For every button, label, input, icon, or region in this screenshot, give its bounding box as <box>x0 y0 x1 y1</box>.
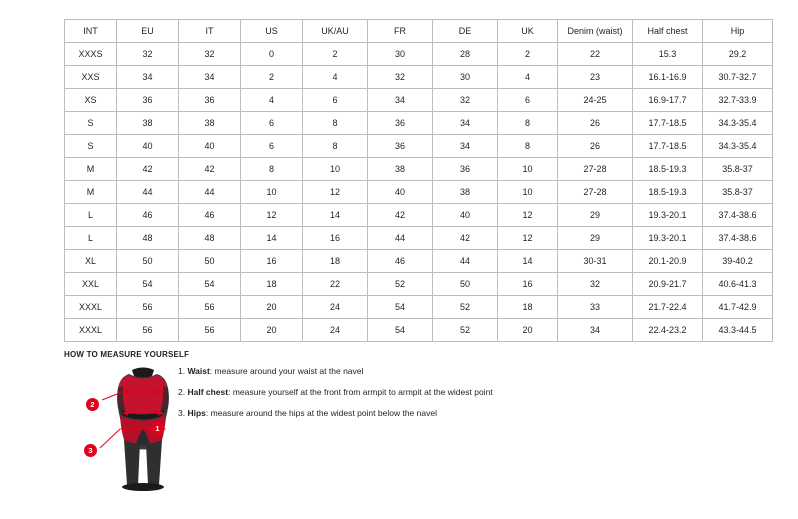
cell: 12 <box>498 227 558 250</box>
cell: L <box>65 204 117 227</box>
cell: 18 <box>241 273 303 296</box>
cell: 34 <box>179 66 241 89</box>
cell: 50 <box>433 273 498 296</box>
cell: 17.7-18.5 <box>633 135 703 158</box>
cell: 6 <box>241 112 303 135</box>
cell: 34 <box>558 319 633 342</box>
cell: 34 <box>433 135 498 158</box>
cell: 14 <box>241 227 303 250</box>
cell: 20.1-20.9 <box>633 250 703 273</box>
badge-hips: 3 <box>84 444 97 457</box>
cell: 19.3-20.1 <box>633 204 703 227</box>
cell: 34.3-35.4 <box>703 135 773 158</box>
instruction-text: : measure yourself at the front from armpit to armpit at the widest point <box>228 387 493 398</box>
cell: 16 <box>241 250 303 273</box>
cell: M <box>65 158 117 181</box>
cell: 34 <box>433 112 498 135</box>
instruction-number: 1. <box>178 366 186 376</box>
cell: 35.8-37 <box>703 181 773 204</box>
column-header: DE <box>433 20 498 43</box>
table-row <box>65 250 773 273</box>
instruction-number: 2. <box>178 387 186 398</box>
cell: 56 <box>179 296 241 319</box>
how-to-measure-title: HOW TO MEASURE YOURSELF <box>64 350 190 359</box>
column-header: EU <box>117 20 179 43</box>
cell: 42 <box>368 204 433 227</box>
column-header: FR <box>368 20 433 43</box>
cell: 12 <box>498 204 558 227</box>
cell: 23 <box>558 66 633 89</box>
cell: 10 <box>498 158 558 181</box>
cell: XL <box>65 250 117 273</box>
cell: 16 <box>498 273 558 296</box>
cell: 56 <box>179 319 241 342</box>
cell: 16.9-17.7 <box>633 89 703 112</box>
cell: 8 <box>303 112 368 135</box>
cell: 40.6-41.3 <box>703 273 773 296</box>
cell: 2 <box>241 66 303 89</box>
cell: 14 <box>303 204 368 227</box>
cell: 27-28 <box>558 181 633 204</box>
instruction-term: Waist <box>187 366 210 376</box>
cell: 42 <box>117 158 179 181</box>
size-conversion-table <box>64 19 773 342</box>
cell: 30 <box>368 43 433 66</box>
cell: 8 <box>498 135 558 158</box>
table-row <box>65 296 773 319</box>
cell: 6 <box>498 89 558 112</box>
cell: 19.3-20.1 <box>633 227 703 250</box>
cell: 36 <box>368 135 433 158</box>
cell: 16 <box>303 227 368 250</box>
cell: 38 <box>433 181 498 204</box>
instruction-item-hips <box>178 408 618 418</box>
cell: S <box>65 135 117 158</box>
cell: 29 <box>558 204 633 227</box>
cell: 43.3-44.5 <box>703 319 773 342</box>
cell: 38 <box>117 112 179 135</box>
cell: 20 <box>241 296 303 319</box>
cell: 56 <box>117 319 179 342</box>
column-header: Hip <box>703 20 773 43</box>
cell: 26 <box>558 112 633 135</box>
cell: 29.2 <box>703 43 773 66</box>
cell: 6 <box>303 89 368 112</box>
cell: XXXL <box>65 319 117 342</box>
cell: 34 <box>368 89 433 112</box>
table-row <box>65 319 773 342</box>
cell: 20 <box>498 319 558 342</box>
cell: 56 <box>117 296 179 319</box>
badge-waist: 1 <box>151 422 164 435</box>
cell: 2 <box>303 43 368 66</box>
table-row <box>65 181 773 204</box>
cell: 30.7-32.7 <box>703 66 773 89</box>
cell: 40 <box>117 135 179 158</box>
cell: 27-28 <box>558 158 633 181</box>
cell: 18 <box>498 296 558 319</box>
cell: 35.8-37 <box>703 158 773 181</box>
table-row <box>65 66 773 89</box>
instruction-text: : measure around the hips at the widest point below the navel <box>205 408 437 419</box>
cell: 36 <box>433 158 498 181</box>
cell: 17.7-18.5 <box>633 112 703 135</box>
cell: 44 <box>179 181 241 204</box>
cell: 54 <box>179 273 241 296</box>
cell: 2 <box>498 43 558 66</box>
cell: 18.5-19.3 <box>633 181 703 204</box>
cell: 48 <box>179 227 241 250</box>
cell: 14 <box>498 250 558 273</box>
cell: 22.4-23.2 <box>633 319 703 342</box>
cell: 54 <box>117 273 179 296</box>
cell: M <box>65 181 117 204</box>
column-header: IT <box>179 20 241 43</box>
cell: 33 <box>558 296 633 319</box>
cell: 15.3 <box>633 43 703 66</box>
table-row <box>65 43 773 66</box>
cell: 30 <box>433 66 498 89</box>
instruction-term: Half chest <box>187 387 229 398</box>
table-row <box>65 273 773 296</box>
cell: 20.9-21.7 <box>633 273 703 296</box>
instruction-number: 3. <box>178 408 186 419</box>
cell: 24 <box>303 296 368 319</box>
measure-instructions <box>178 366 618 430</box>
cell: 36 <box>179 89 241 112</box>
cell: 46 <box>368 250 433 273</box>
cell: 12 <box>303 181 368 204</box>
cell: 37.4-38.6 <box>703 227 773 250</box>
cell: 42 <box>179 158 241 181</box>
cell: 4 <box>241 89 303 112</box>
cell: 36 <box>368 112 433 135</box>
table-row <box>65 89 773 112</box>
table-row <box>65 158 773 181</box>
cell: 32 <box>117 43 179 66</box>
column-header: UK/AU <box>303 20 368 43</box>
cell: 21.7-22.4 <box>633 296 703 319</box>
cell: 4 <box>498 66 558 89</box>
instruction-term: Hips <box>187 408 206 419</box>
cell: 10 <box>241 181 303 204</box>
cell: 24-25 <box>558 89 633 112</box>
cell: 22 <box>558 43 633 66</box>
column-header: US <box>241 20 303 43</box>
cell: 37.4-38.6 <box>703 204 773 227</box>
cell: 41.7-42.9 <box>703 296 773 319</box>
cell: 46 <box>179 204 241 227</box>
cell: 54 <box>368 296 433 319</box>
column-header: UK <box>498 20 558 43</box>
cell: 8 <box>241 158 303 181</box>
cell: 18 <box>303 250 368 273</box>
cell: S <box>65 112 117 135</box>
cell: 20 <box>241 319 303 342</box>
badge-half-chest: 2 <box>86 398 99 411</box>
cell: 52 <box>368 273 433 296</box>
cell: XXXS <box>65 43 117 66</box>
cell: 32 <box>558 273 633 296</box>
cell: 42 <box>433 227 498 250</box>
table-row <box>65 204 773 227</box>
cell: 52 <box>433 319 498 342</box>
cell: 26 <box>558 135 633 158</box>
table-row <box>65 112 773 135</box>
instruction-item-waist <box>178 366 618 376</box>
cell: 30-31 <box>558 250 633 273</box>
cell: XXL <box>65 273 117 296</box>
cell: 4 <box>303 66 368 89</box>
cell: 54 <box>368 319 433 342</box>
cell: 10 <box>498 181 558 204</box>
cell: XXS <box>65 66 117 89</box>
cell: XXXL <box>65 296 117 319</box>
cell: 50 <box>117 250 179 273</box>
cell: 6 <box>241 135 303 158</box>
cell: 10 <box>303 158 368 181</box>
cell: 39-40.2 <box>703 250 773 273</box>
cell: 32.7-33.9 <box>703 89 773 112</box>
column-header: INT <box>65 20 117 43</box>
cell: 22 <box>303 273 368 296</box>
cell: 16.1-16.9 <box>633 66 703 89</box>
cell: 44 <box>368 227 433 250</box>
cell: 38 <box>368 158 433 181</box>
cell: 38 <box>179 112 241 135</box>
cell: 36 <box>117 89 179 112</box>
cell: 32 <box>179 43 241 66</box>
cell: 24 <box>303 319 368 342</box>
cell: 44 <box>433 250 498 273</box>
cell: 40 <box>179 135 241 158</box>
cell: 52 <box>433 296 498 319</box>
column-header: Half chest <box>633 20 703 43</box>
cell: 50 <box>179 250 241 273</box>
cell: 12 <box>241 204 303 227</box>
table-header-row <box>65 20 773 43</box>
cell: 32 <box>433 89 498 112</box>
cell: 8 <box>498 112 558 135</box>
instruction-text: : measure around your waist at the navel <box>209 366 364 376</box>
cell: L <box>65 227 117 250</box>
cell: 8 <box>303 135 368 158</box>
cell: 34 <box>117 66 179 89</box>
cell: 29 <box>558 227 633 250</box>
cell: 40 <box>433 204 498 227</box>
instruction-item-half-chest <box>178 387 618 397</box>
cell: 0 <box>241 43 303 66</box>
cell: 34.3-35.4 <box>703 112 773 135</box>
cell: 28 <box>433 43 498 66</box>
cell: 48 <box>117 227 179 250</box>
cell: 40 <box>368 181 433 204</box>
cell: 46 <box>117 204 179 227</box>
cell: 44 <box>117 181 179 204</box>
cell: 18.5-19.3 <box>633 158 703 181</box>
column-header: Denim (waist) <box>558 20 633 43</box>
table-row <box>65 135 773 158</box>
cell: 32 <box>368 66 433 89</box>
table-row <box>65 227 773 250</box>
cell: XS <box>65 89 117 112</box>
